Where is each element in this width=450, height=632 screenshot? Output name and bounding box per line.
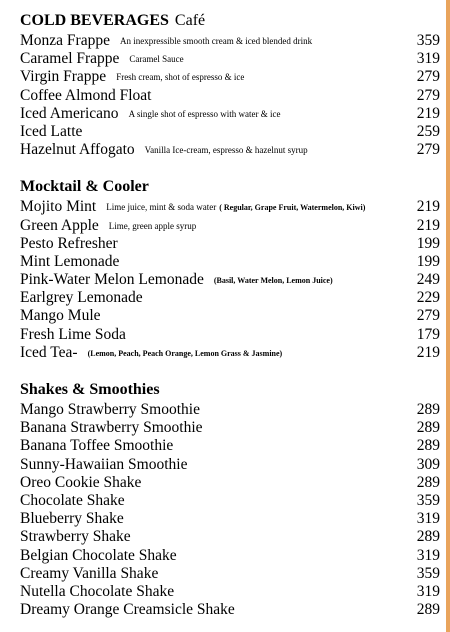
item-price: 319 [416,510,440,528]
menu-section [20,379,440,619]
section-gap [20,362,440,379]
menu-item [20,510,440,528]
section-title: Shakes & Smoothies [20,381,160,398]
page-right-border [446,0,450,632]
item-description: Lime, green apple syrup [108,220,197,231]
section-subtitle: Café [174,12,206,29]
item-name: Mojito Mint [20,198,97,216]
item-price: 319 [416,546,440,564]
item-price: 289 [416,419,440,437]
item-price: 229 [416,289,440,307]
item-price: 219 [416,216,440,234]
menu-item [20,68,440,86]
item-price: 219 [416,198,440,216]
item-price: 309 [416,455,440,473]
item-price: 219 [416,104,440,122]
item-name: Fresh Lime Soda [20,325,126,343]
menu-item [20,87,440,105]
menu-item [20,583,440,601]
item-name: Sunny-Hawaiian Smoothie [20,455,188,473]
item-name: Coffee Almond Float [20,86,152,104]
item-variants: (Basil, Water Melon, Lemon Juice) [213,276,333,286]
item-price: 319 [416,582,440,600]
menu-item [20,474,440,492]
menu-item [20,32,440,50]
item-description: Vanilla Ice-cream, espresso & hazelnut syrup [144,145,308,156]
section-heading [20,10,440,32]
item-name: Caramel Frappe [20,50,120,68]
item-name: Belgian Chocolate Shake [20,546,177,564]
item-price: 359 [416,564,440,582]
menu-item [20,271,440,289]
item-price: 279 [416,141,440,159]
menu-section [20,176,440,362]
item-price: 179 [416,325,440,343]
item-name: Iced Tea- [20,343,78,361]
menu-item [20,492,440,510]
item-description: An inexpressible smooth cream & iced blended drink [119,36,313,46]
item-name: Iced Latte [20,122,83,140]
menu-item [20,289,440,307]
menu-item [20,437,440,455]
item-description: A single shot of espresso with water & ice [128,108,281,119]
menu [20,10,440,619]
item-price: 279 [416,307,440,325]
item-name: Blueberry Shake [20,510,124,528]
item-price: 359 [416,491,440,509]
section-heading [20,176,440,198]
menu-item [20,105,440,123]
menu-item [20,217,440,235]
item-name: Chocolate Shake [20,491,125,509]
menu-item [20,326,440,344]
menu-item [20,401,440,419]
menu-item [20,601,440,619]
item-price: 259 [416,122,440,140]
item-price: 279 [416,86,440,104]
menu-item [20,198,440,216]
item-name: Earlgrey Lemonade [20,289,143,307]
item-name: Green Apple [20,216,99,234]
menu-item [20,344,440,362]
item-name: Monza Frappe [20,32,110,49]
item-name: Mango Mule [20,307,101,325]
item-name: Iced Americano [20,104,119,122]
item-name: Mango Strawberry Smoothie [20,401,200,418]
item-description: Fresh cream, shot of espresso & ice [116,72,245,83]
menu-item [20,456,440,474]
menu-section [20,10,440,159]
item-variants: (Lemon, Peach, Peach Orange, Lemon Grass & Jasmine) [87,348,283,358]
item-description: Caramel Sauce [129,54,184,65]
item-price: 289 [416,601,440,619]
item-price: 249 [416,271,440,289]
item-price: 219 [416,343,440,361]
item-name: Creamy Vanilla Shake [20,564,159,582]
section-gap [20,159,440,176]
item-price: 319 [416,50,440,68]
menu-item [20,565,440,583]
item-name: Oreo Cookie Shake [20,473,142,491]
menu-item [20,419,440,437]
menu-item [20,253,440,271]
menu-item [20,141,440,159]
item-price: 289 [416,437,440,455]
item-price: 289 [416,473,440,491]
menu-item [20,235,440,253]
item-price: 199 [416,234,440,252]
menu-item [20,50,440,68]
item-price: 289 [416,528,440,546]
item-price: 289 [416,401,440,418]
item-name: Dreamy Orange Creamsicle Shake [20,601,235,619]
item-variants: ( Regular, Grape Fruit, Watermelon, Kiwi) [219,203,366,213]
item-name: Pink-Water Melon Lemonade [20,271,204,289]
item-price: 359 [416,32,440,49]
section-title: Mocktail & Cooler [20,178,149,196]
menu-item [20,123,440,141]
item-price: 199 [416,252,440,270]
item-name: Pesto Refresher [20,234,118,252]
item-name: Mint Lemonade [20,252,120,270]
item-name: Banana Strawberry Smoothie [20,419,203,437]
item-price: 279 [416,68,440,86]
item-name: Hazelnut Affogato [20,141,135,159]
section-heading [20,379,440,401]
item-name: Nutella Chocolate Shake [20,582,175,600]
item-name: Strawberry Shake [20,528,131,546]
item-name: Banana Toffee Smoothie [20,437,174,455]
section-title: COLD BEVERAGES [20,12,169,29]
menu-item [20,547,440,565]
item-name: Virgin Frappe [20,68,107,86]
menu-item [20,528,440,546]
item-description: Lime juice, mint & soda water [106,202,217,213]
menu-item [20,307,440,325]
